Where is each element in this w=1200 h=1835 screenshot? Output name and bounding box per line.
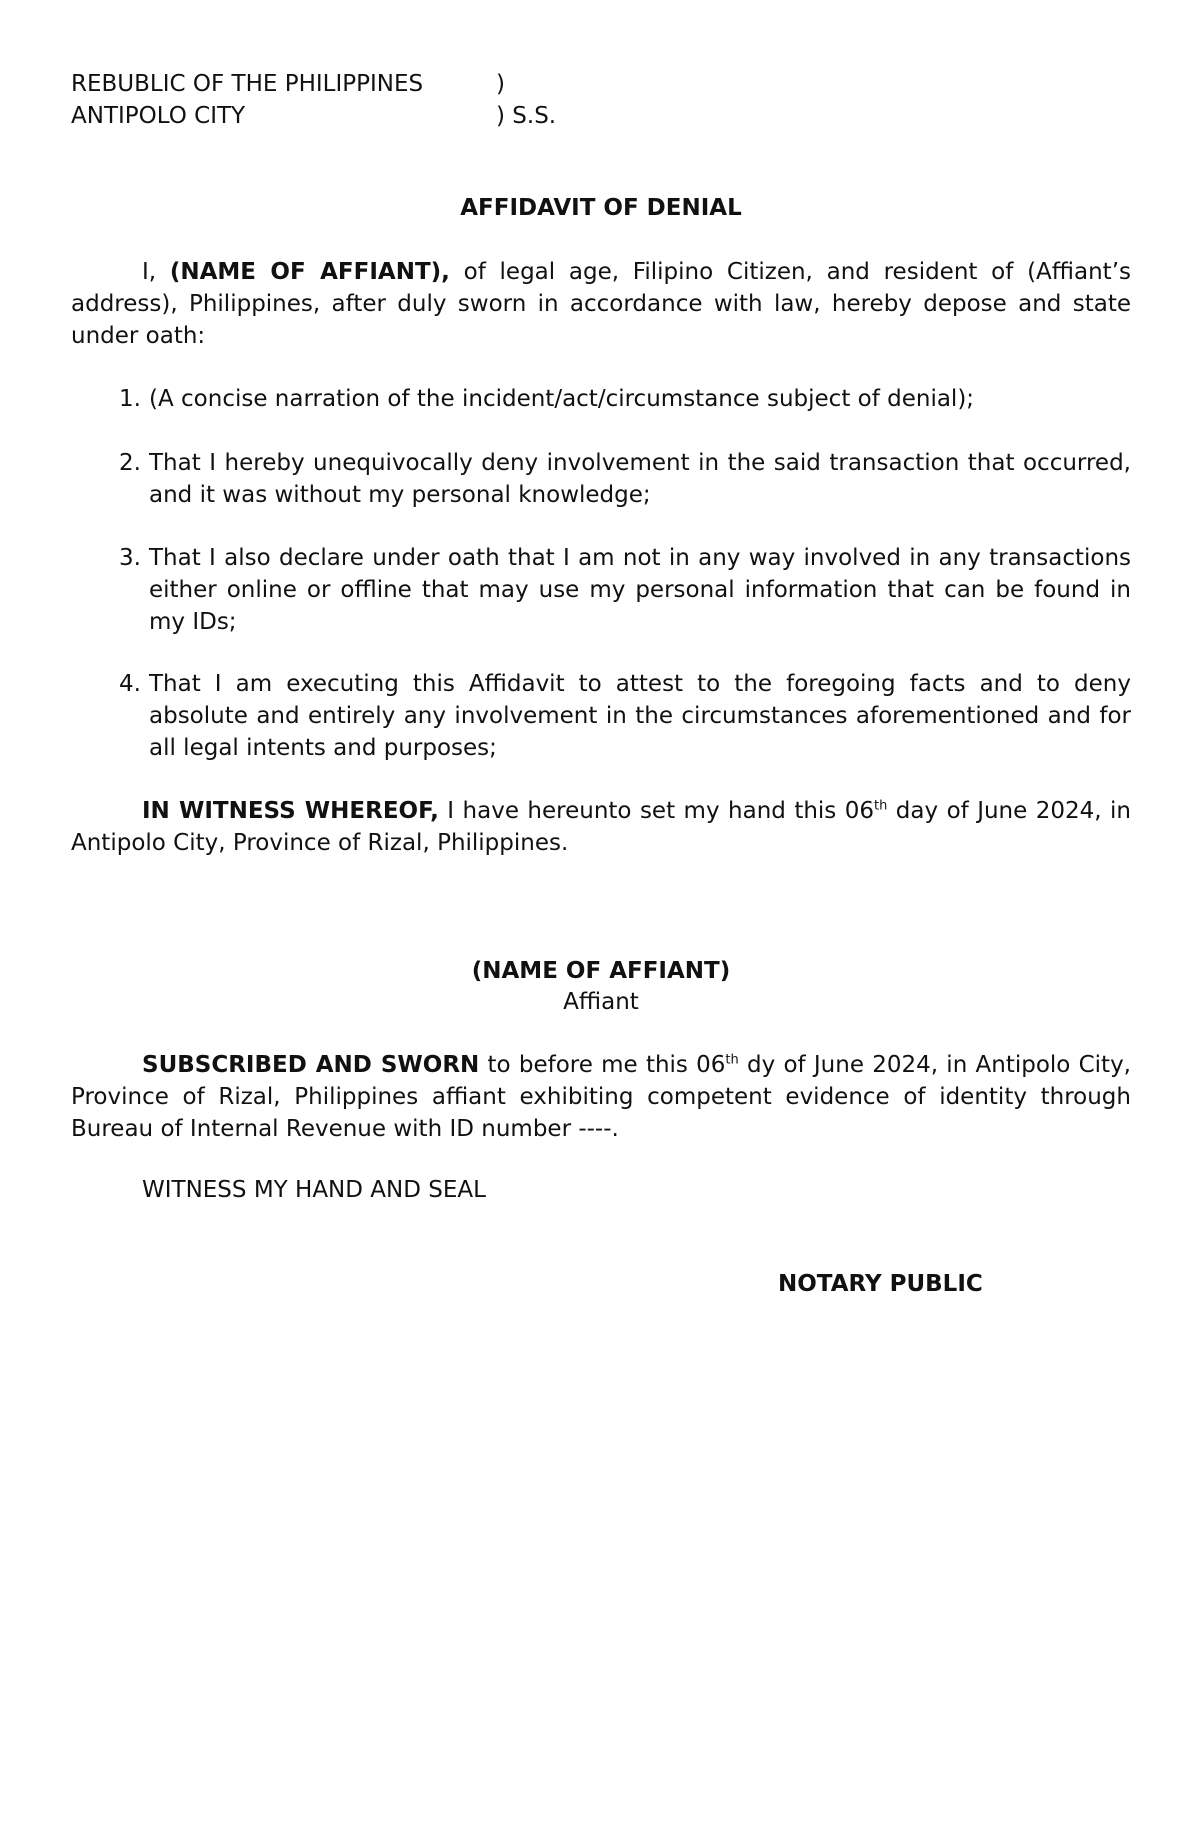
caption-paren: ) — [496, 71, 505, 97]
affiant-name-placeholder: (NAME OF AFFIANT), — [169, 259, 450, 285]
intro-rest: of legal age, Filipino Citizen, and resident of (Affiant’s address), Philippines, after duly sworn in accordance with law, hereby depose and state under oath: — [71, 259, 1131, 349]
signature-name: (NAME OF AFFIANT) — [471, 958, 731, 984]
witness-whereof-text-1: I have hereunto set my hand this 06 — [438, 798, 875, 824]
list-number: 2. — [119, 450, 141, 476]
list-number: 3. — [119, 545, 141, 571]
witness-whereof-ordinal: th — [874, 798, 888, 814]
caption-city: ANTIPOLO CITY — [71, 103, 246, 129]
jurat-text-2: dy of June 2024, in Antipolo City, Province of Rizal, Philippines affiant exhibiting competent evidence of identity through Bureau of Internal Revenue with ID number ----. — [71, 1052, 1131, 1142]
list-number: 4. — [119, 671, 141, 697]
notary-public-label: NOTARY PUBLIC — [778, 1271, 983, 1297]
list-text: (A concise narration of the incident/act/circumstance subject of denial); — [149, 386, 975, 412]
witness-whereof-heading: IN WITNESS WHEREOF, — [142, 798, 439, 824]
list-number: 1. — [119, 386, 141, 412]
list-text: That I hereby unequivocally deny involvement in the said transaction that occurred, and it was without my personal knowledge; — [149, 450, 1131, 508]
signature-role: Affiant — [563, 989, 639, 1015]
caption-ss: ) S.S. — [496, 103, 557, 129]
witness-hand-seal: WITNESS MY HAND AND SEAL — [142, 1177, 486, 1203]
jurat-text-1: to before me this 06 — [479, 1052, 726, 1078]
jurat-ordinal: th — [725, 1052, 739, 1068]
jurat-paragraph — [71, 1049, 1131, 1145]
intro-prefix: I, — [142, 259, 170, 285]
jurat-heading: SUBSCRIBED AND SWORN — [142, 1052, 480, 1078]
list-text: That I am executing this Affidavit to attest to the foregoing facts and to deny absolute and entirely any involvement in the circumstances aforementioned and for all legal intents and purposes; — [149, 671, 1131, 761]
list-text: That I also declare under oath that I am not in any way involved in any transactions either online or offline that may use my personal information that can be found in my IDs; — [149, 545, 1131, 635]
intro-paragraph — [71, 256, 1131, 352]
witness-whereof-paragraph — [71, 795, 1131, 859]
witness-whereof-text-2: day of June 2024, in Antipolo City, Province of Rizal, Philippines. — [71, 798, 1131, 856]
caption-republic: REBUBLIC OF THE PHILIPPINES — [71, 71, 424, 97]
document-title: AFFIDAVIT OF DENIAL — [460, 195, 742, 221]
